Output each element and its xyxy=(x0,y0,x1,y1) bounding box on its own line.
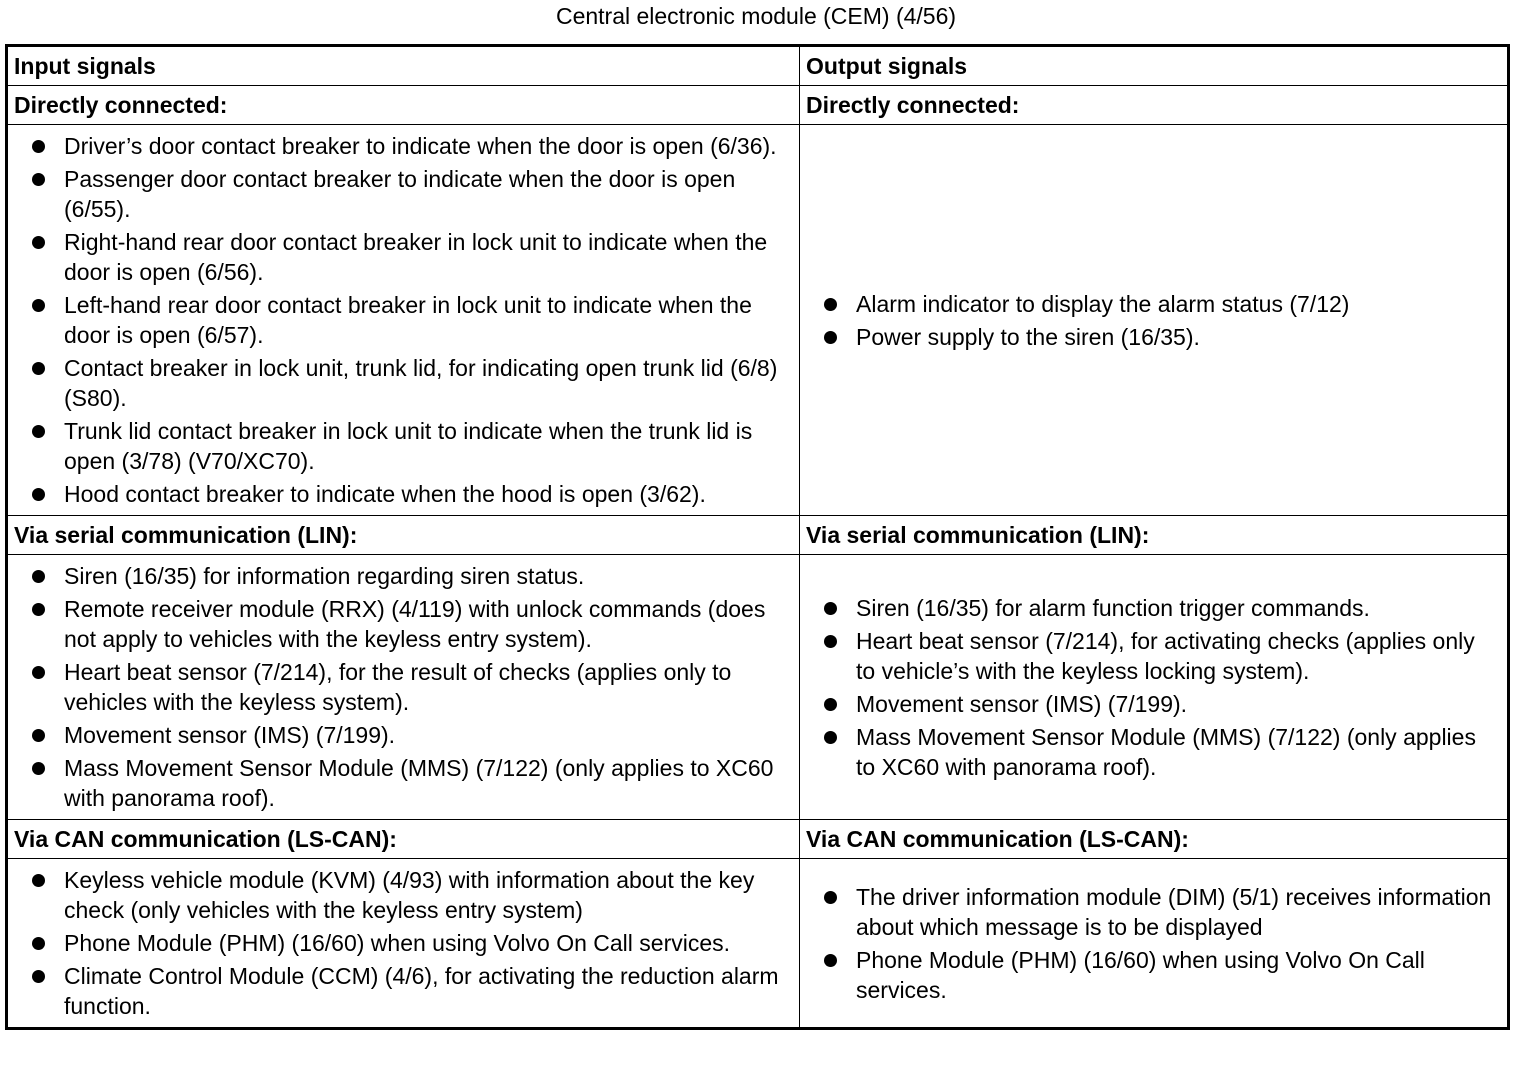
list-item: The driver information module (DIM) (5/1) receives information about which message is to be displayed xyxy=(800,882,1499,942)
list-item: Right-hand rear door contact breaker in lock unit to indicate when the door is open (6/56). xyxy=(8,227,791,287)
list-item: Mass Movement Sensor Module (MMS) (7/122) (only applies to XC60 with panorama roof). xyxy=(8,753,791,813)
bullet-list xyxy=(8,859,799,1027)
output-items-cell xyxy=(800,125,1509,516)
section-label-output: Via CAN communication (LS-CAN): xyxy=(800,820,1509,859)
list-item: Alarm indicator to display the alarm status (7/12) xyxy=(800,289,1499,319)
input-items-cell xyxy=(7,125,800,516)
bullet-list xyxy=(800,587,1507,788)
section-content-row xyxy=(7,555,1509,820)
section-label-input: Directly connected: xyxy=(7,86,800,125)
header-row xyxy=(7,46,1509,86)
list-item: Siren (16/35) for alarm function trigger commands. xyxy=(800,593,1499,623)
list-item: Phone Module (PHM) (16/60) when using Volvo On Call services. xyxy=(8,928,791,958)
signals-table xyxy=(5,44,1510,1030)
bullet-list xyxy=(800,283,1507,358)
list-item: Movement sensor (IMS) (7/199). xyxy=(8,720,791,750)
input-items-cell xyxy=(7,859,800,1029)
list-item: Remote receiver module (RRX) (4/119) with unlock commands (does not apply to vehicles with the keyless entry system). xyxy=(8,594,791,654)
list-item: Mass Movement Sensor Module (MMS) (7/122) (only applies to XC60 with panorama roof). xyxy=(800,722,1499,782)
input-items-cell xyxy=(7,555,800,820)
list-item: Heart beat sensor (7/214), for the result of checks (applies only to vehicles with the keyless system). xyxy=(8,657,791,717)
list-item: Left-hand rear door contact breaker in lock unit to indicate when the door is open (6/57). xyxy=(8,290,791,350)
section-label-input: Via serial communication (LIN): xyxy=(7,516,800,555)
list-item: Keyless vehicle module (KVM) (4/93) with information about the key check (only vehicles with the keyless entry system) xyxy=(8,865,791,925)
section-content-row xyxy=(7,859,1509,1029)
section-content-row xyxy=(7,125,1509,516)
list-item: Phone Module (PHM) (16/60) when using Volvo On Call services. xyxy=(800,945,1499,1005)
bullet-list xyxy=(8,555,799,819)
list-item: Contact breaker in lock unit, trunk lid, for indicating open trunk lid (6/8) (S80). xyxy=(8,353,791,413)
list-item: Driver’s door contact breaker to indicate when the door is open (6/36). xyxy=(8,131,791,161)
output-items-cell xyxy=(800,859,1509,1029)
list-item: Climate Control Module (CCM) (4/6), for activating the reduction alarm function. xyxy=(8,961,791,1021)
section-label-row xyxy=(7,820,1509,859)
list-item: Passenger door contact breaker to indicate when the door is open (6/55). xyxy=(8,164,791,224)
list-item: Hood contact breaker to indicate when the hood is open (3/62). xyxy=(8,479,791,509)
list-item: Siren (16/35) for information regarding siren status. xyxy=(8,561,791,591)
list-item: Movement sensor (IMS) (7/199). xyxy=(800,689,1499,719)
bullet-list xyxy=(8,125,799,515)
page-title: Central electronic module (CEM) (4/56) xyxy=(555,3,957,29)
list-item: Heart beat sensor (7/214), for activating checks (applies only to vehicle’s with the keyless locking system). xyxy=(800,626,1499,686)
list-item: Trunk lid contact breaker in lock unit to indicate when the trunk lid is open (3/78) (V70/XC70). xyxy=(8,416,791,476)
section-label-row xyxy=(7,516,1509,555)
list-item: Power supply to the siren (16/35). xyxy=(800,322,1499,352)
bullet-list xyxy=(800,876,1507,1011)
section-label-row xyxy=(7,86,1509,125)
section-label-output: Directly connected: xyxy=(800,86,1509,125)
section-label-input: Via CAN communication (LS-CAN): xyxy=(7,820,800,859)
output-signals-header: Output signals xyxy=(800,46,1509,86)
section-label-output: Via serial communication (LIN): xyxy=(800,516,1509,555)
output-items-cell xyxy=(800,555,1509,820)
input-signals-header: Input signals xyxy=(7,46,800,86)
